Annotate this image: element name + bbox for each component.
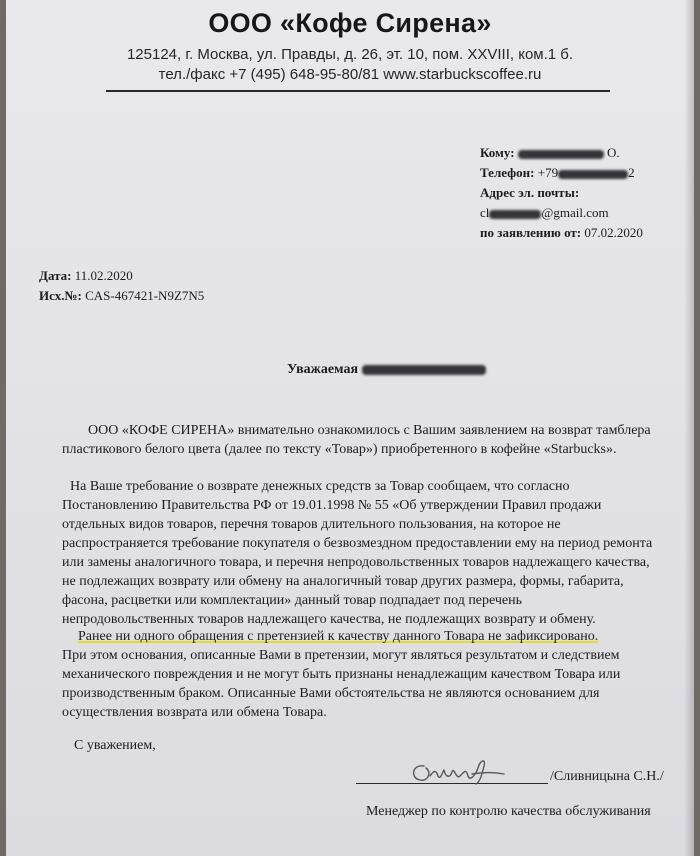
application-date: 07.02.2020 [584, 225, 643, 240]
recipient-to-label: Кому: [480, 145, 515, 160]
closing-regards: С уважением, [74, 738, 156, 753]
recipient-email-prefix: cl [480, 205, 490, 220]
recipient-email-suffix: @gmail.com [541, 205, 609, 220]
letter-page [6, 0, 694, 856]
recipient-to-row [480, 143, 690, 163]
paragraph-line-highlighted [62, 627, 662, 646]
page-shadow [684, 0, 694, 856]
paragraph-line: ООО «КОФЕ СИРЕНА» внимательно ознакомилось с Вашим заявлением на возврат тамблера [88, 423, 651, 438]
paragraph-line: или замены аналогичного товара, и перечня непродовольственных товаров надлежащего качества, [62, 555, 650, 570]
recipient-phone-label: Телефон: [480, 165, 535, 180]
recipient-phone-suffix: 2 [628, 165, 635, 180]
paragraph-line: производственным браком. Описанные Вами обстоятельства не являются основанием для [62, 686, 600, 701]
letter-ref-row [39, 286, 204, 306]
company-address: 125124, г. Москва, ул. Правды, д. 26, эт. 10, пом. XXVIII, ком.1 б. [126, 46, 574, 63]
paragraph-line: На Ваше требование о возврате денежных средств за Товар сообщаем, что согласно [70, 479, 570, 494]
paragraph-line: осуществления возврата или обмена Товара. [62, 705, 327, 720]
paragraph-legal-basis [62, 477, 662, 629]
recipient-email-label-row [480, 183, 690, 203]
paragraph-line: не подлежащих возврату или обмену на аналогичный товар других размера, формы, габарита, [62, 574, 624, 589]
redaction-mark [518, 150, 604, 159]
paragraph-line: механического повреждения и не могут быть признаны ненадлежащим качеством Товара или [62, 667, 621, 682]
redaction-mark [558, 170, 628, 179]
letterhead-divider [106, 90, 610, 92]
paragraph-application [62, 421, 662, 459]
company-name: ООО «Кофе Сирена» [208, 8, 492, 38]
paragraph-line: отдельных видов товаров, перечня товаров длительного пользования, на которое не [62, 517, 561, 532]
letter-date-label: Дата: [39, 268, 72, 283]
letter-ref-number: CAS-467421-N9Z7N5 [85, 288, 205, 303]
redaction-mark [489, 210, 541, 219]
letter-meta [39, 266, 204, 306]
handwritten-signature [406, 752, 516, 788]
company-contacts: тел./факс +7 (495) 648-95-80/81 www.starbuckscoffee.ru [158, 66, 542, 83]
recipient-to-value: О. [607, 145, 620, 160]
recipient-phone-prefix: +79 [537, 165, 559, 180]
recipient-email-label: Адрес эл. почты: [480, 185, 580, 200]
signer-position: Менеджер по контролю качества обслуживания [366, 804, 651, 819]
paragraph-line: непродовольственных товаров надлежащего качества, не подлежащих возврату и обмену. [62, 612, 596, 627]
letter-date-row [39, 266, 204, 286]
recipient-phone-row [480, 163, 690, 183]
letter-ref-label: Исх.№: [39, 288, 82, 303]
paragraph-line: фасона, расцветки или комплектации» данный товар подпадает под перечень [62, 593, 523, 608]
letter-date: 11.02.2020 [74, 268, 133, 283]
greeting-text: Уважаемая [287, 362, 359, 377]
paragraph-conclusion [62, 627, 662, 722]
paragraph-line: пластикового белого цвета (далее по тексту «Товар») приобретенного в кофейне «Starbucks». [62, 442, 617, 457]
redaction-mark [362, 365, 486, 375]
recipient-block [480, 143, 690, 243]
application-date-label: по заявлению от: [480, 225, 582, 240]
recipient-application-row [480, 223, 690, 243]
greeting [287, 362, 486, 378]
paragraph-line: При этом основания, описанные Вами в претензии, могут являться результатом и следствием [62, 648, 620, 663]
recipient-email-row [480, 203, 690, 223]
paragraph-line: распространяется требование покупателя о безвозмездном предоставлении ему на период ремонта [62, 536, 653, 551]
highlighted-sentence: Ранее ни одного обращения с претензией к качеству данного Товара не зафиксировано. [78, 629, 599, 644]
signer-name: /Сливницына С.Н./ [550, 769, 664, 784]
paragraph-line: Постановлению Правительства РФ от 19.01.1998 № 55 «Об утверждении Правил продажи [62, 498, 602, 513]
